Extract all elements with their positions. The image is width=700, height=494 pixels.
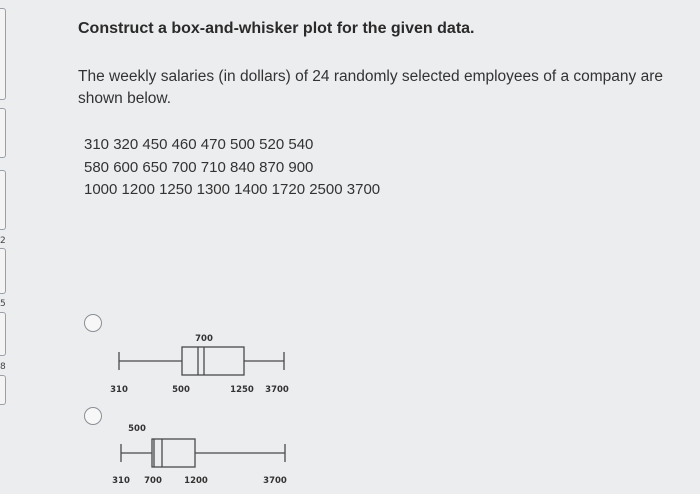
q1-label: 500 bbox=[172, 385, 190, 395]
data-line: 310 320 450 460 470 500 520 540 bbox=[84, 136, 314, 153]
max-label: 3700 bbox=[263, 476, 287, 486]
strip-number: 2 bbox=[0, 236, 6, 246]
question-prompt: The weekly salaries (in dollars) of 24 randomly selected employees of a company are shown below. bbox=[78, 68, 663, 107]
min-label: 310 bbox=[110, 385, 128, 395]
median-label: 700 bbox=[195, 334, 213, 344]
max-label: 3700 bbox=[265, 385, 289, 395]
data-line: 1000 1200 1250 1300 1400 1720 2500 3700 bbox=[84, 181, 381, 198]
option-a-boxplot[interactable] bbox=[110, 334, 289, 395]
strip-number: 5 bbox=[0, 299, 6, 309]
option-b-boxplot[interactable] bbox=[112, 424, 287, 486]
iqr-box bbox=[152, 439, 195, 467]
q3-label: 1250 bbox=[230, 385, 254, 395]
median-label: 700 bbox=[144, 476, 162, 486]
data-line: 580 600 650 700 710 840 870 900 bbox=[84, 158, 314, 176]
strip-number: 8 bbox=[0, 362, 6, 372]
question-title: Construct a box-and-whisker plot for the given data. bbox=[78, 20, 475, 37]
q1-label: 500 bbox=[128, 424, 146, 434]
q3-label: 1200 bbox=[184, 476, 208, 486]
iqr-box bbox=[182, 347, 244, 375]
min-label: 310 bbox=[112, 476, 130, 486]
